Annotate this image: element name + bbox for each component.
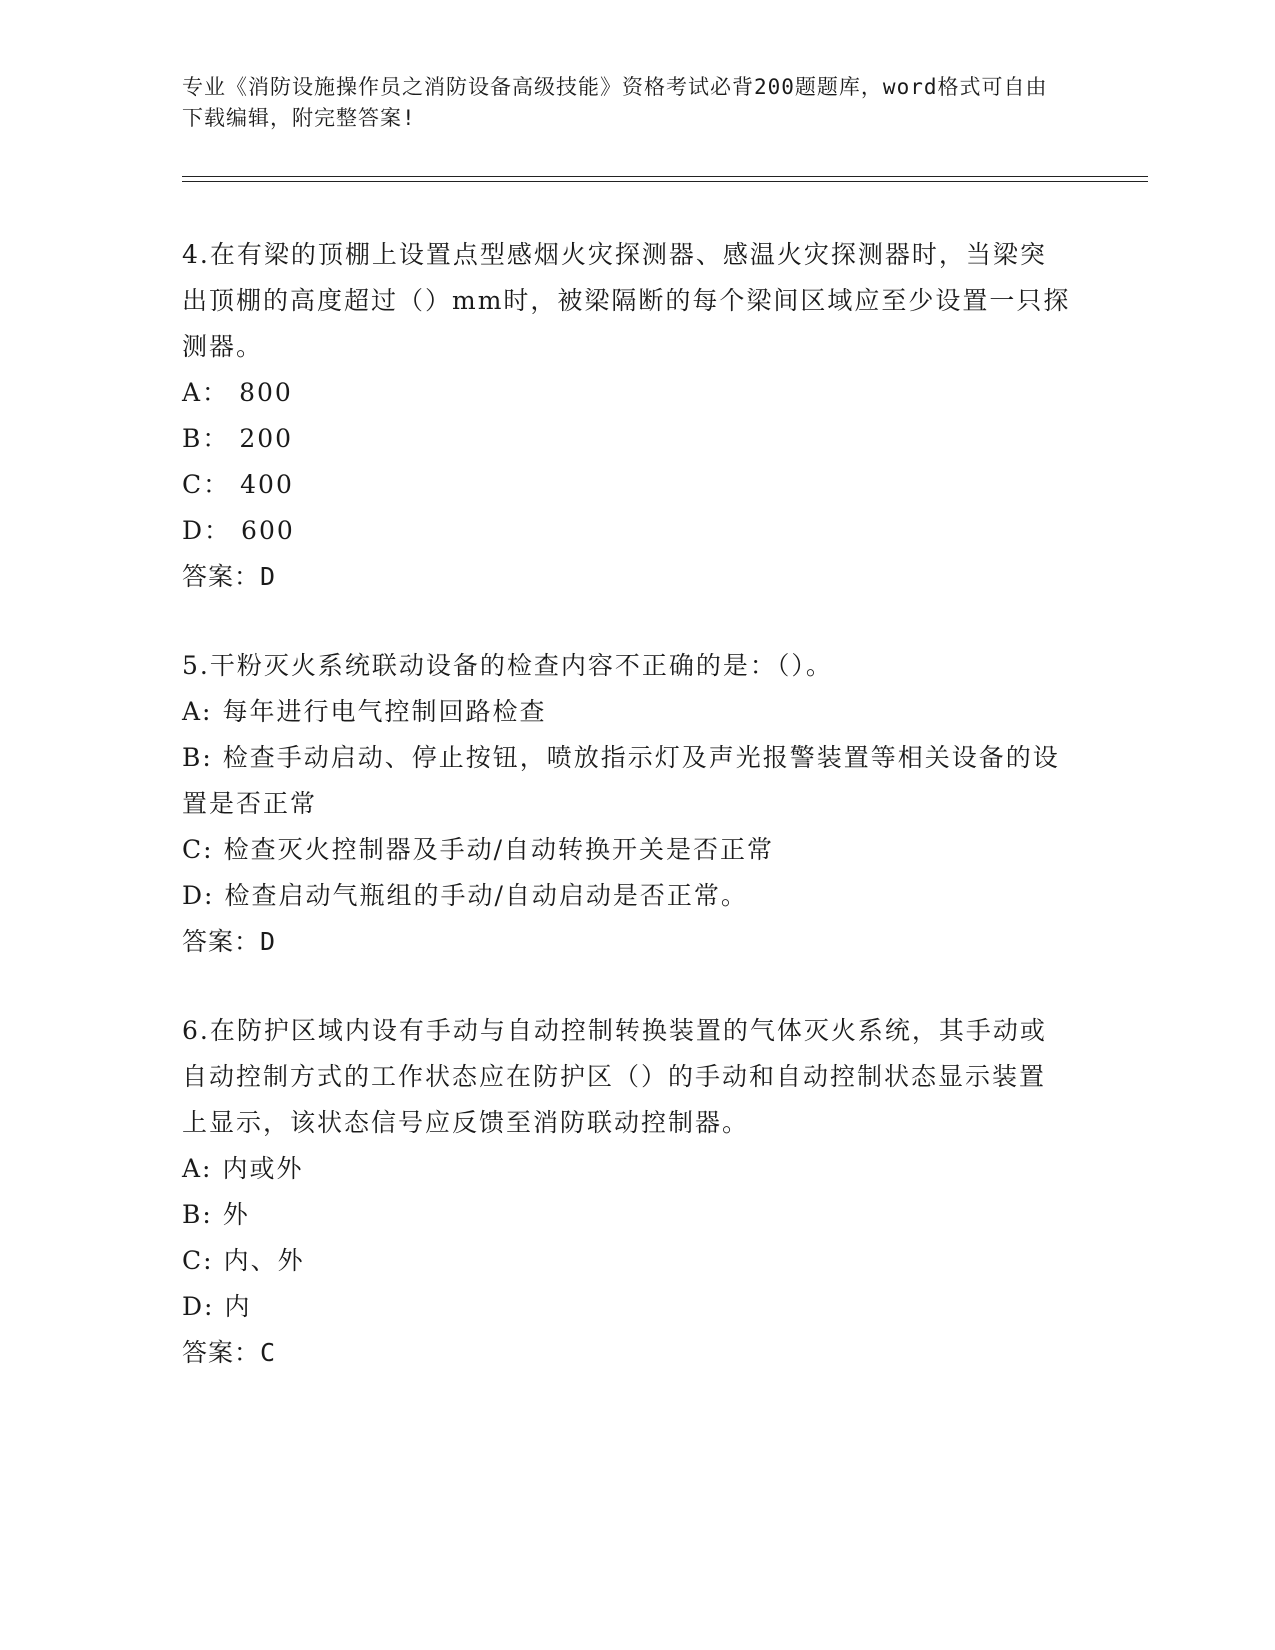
answer-line: 答案：C [182, 1338, 277, 1367]
option-key: B： [182, 424, 230, 453]
option-text: 400 [240, 470, 294, 499]
option-text: 内、外 [223, 1246, 305, 1275]
question-stem: 6.在防护区域内设有手动与自动控制转换装置的气体灭火系统，其手动或自动控制方式的工作状态应在防护区（）的手动和自动控制状态显示装置上显示，该状态信号应反馈至消防联动控制器。 [182, 1016, 1047, 1137]
option-key: A： [182, 378, 230, 407]
header-divider-bottom [182, 181, 1148, 182]
option-c [182, 462, 1072, 508]
option-key: D: [182, 1292, 215, 1321]
option-b [182, 1192, 1072, 1238]
option-d [182, 508, 1072, 554]
question-4 [182, 232, 1072, 600]
option-key: D： [182, 516, 232, 545]
option-a [182, 1146, 1072, 1192]
option-c [182, 1238, 1072, 1284]
option-key: A: [182, 697, 213, 726]
option-d [182, 1284, 1072, 1330]
option-a [182, 370, 1072, 416]
question-5 [182, 643, 1072, 965]
option-key: C： [182, 470, 231, 499]
option-key: B: [182, 1200, 213, 1229]
answer-line: 答案：D [182, 927, 277, 956]
option-text: 200 [239, 424, 294, 453]
option-text: 800 [239, 378, 293, 407]
option-text: 内 [224, 1292, 252, 1321]
question-6 [182, 1008, 1072, 1376]
option-text: 600 [241, 516, 295, 545]
option-text: 外 [222, 1200, 250, 1229]
option-key: B: [182, 743, 213, 772]
option-key: A: [182, 1154, 213, 1183]
option-d [182, 873, 1072, 919]
option-key: C: [182, 835, 214, 864]
option-key: C: [182, 1246, 214, 1275]
option-text: 检查灭火控制器及手动/自动转换开关是否正常 [223, 835, 774, 864]
option-key: D: [182, 881, 215, 910]
option-text: 检查启动气瓶组的手动/自动启动是否正常。 [224, 881, 748, 910]
header-divider-top [182, 176, 1148, 177]
option-a [182, 689, 1072, 735]
document-header: 专业《消防设施操作员之消防设备高级技能》资格考试必背200题题库，word格式可自由下载编辑，附完整答案! [182, 75, 1048, 130]
option-text: 每年进行电气控制回路检查 [222, 697, 547, 726]
option-b [182, 735, 1072, 827]
option-text: 内或外 [222, 1154, 304, 1183]
answer-line: 答案：D [182, 562, 277, 591]
question-stem: 4.在有梁的顶棚上设置点型感烟火灾探测器、感温火灾探测器时，当梁突出顶棚的高度超过（）mm时，被梁隔断的每个梁间区域应至少设置一只探测器。 [182, 240, 1071, 361]
option-b [182, 416, 1072, 462]
option-c [182, 827, 1072, 873]
question-stem: 5.干粉灭火系统联动设备的检查内容不正确的是：（）。 [182, 651, 833, 680]
option-text: 检查手动启动、停止按钮，喷放指示灯及声光报警装置等相关设备的设置是否正常 [182, 743, 1060, 818]
